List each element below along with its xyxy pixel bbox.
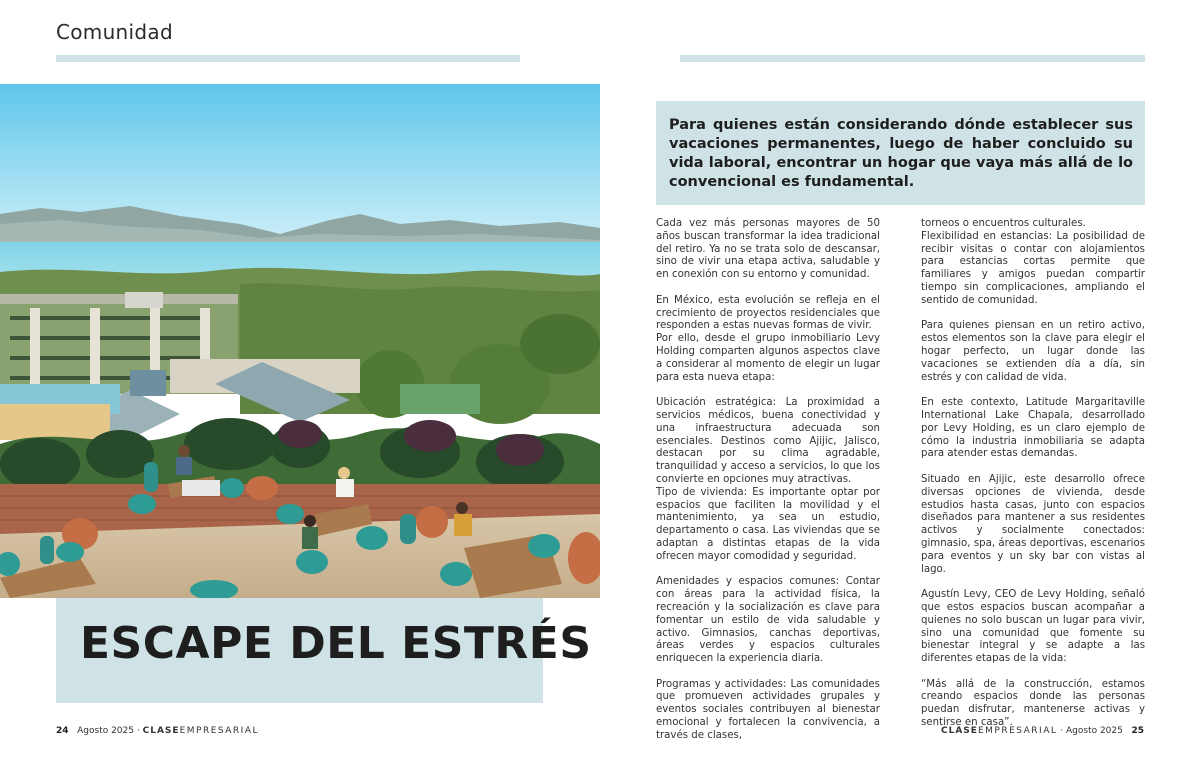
paragraph: Agustín Levy, CEO de Levy Holding, señaló que estos espacios buscan acompañar a quienes no solo buscan un lugar para vivir, sino una comunidad que fomente su bienestar integral y se adapte a las diferentes etapas de la vida: (921, 589, 1145, 665)
section-label: Comunidad (56, 20, 173, 44)
issue-date: Agosto 2025 (1066, 726, 1123, 736)
paragraph: Programas y actividades: Las comunidades que promueven actividades grupales y eventos sociales contribuyen al bienestar emocional y fortalecen la convivencia, a través de clases, (656, 678, 880, 741)
paragraph: Por ello, desde el grupo inmobiliario Levy Holding comparten algunos aspectos clave a considerar al momento de elegir un lugar para esta nueva etapa: (656, 333, 880, 383)
header-rule-left (56, 55, 520, 62)
article-title: ESCAPE DEL ESTRÉS (80, 618, 592, 669)
footer-separator: · (1060, 726, 1064, 736)
paragraph: Ubicación estratégica: La proximidad a servicios médicos, buena conectividad y una infraestructura adecuada son esenciales. Destinos como Ajijic, Jalisco, destacan por su clima agradable, tranquilidad y acceso a servicios, lo que los convierte en opciones muy atractivas. (656, 397, 880, 485)
brand-name-light: EMPRESARIAL (977, 726, 1058, 736)
intro-text: Para quienes están considerando dónde establecer sus vacaciones permanentes, luego de haber concluido su vida laboral, encontrar un hogar que vaya más allá de lo convencional es fundamental. (669, 117, 1133, 190)
paragraph: Flexibilidad en estancias: La posibilidad de recibir visitas o contar con alojamientos para estancias cortas permite que familiares y amigos puedan compartir tiempo sin complicaciones, ampliando el sentido de comunidad. (921, 230, 1145, 306)
header-rule-right (680, 55, 1145, 62)
issue-date: Agosto 2025 (77, 726, 134, 736)
article-photo (0, 84, 600, 598)
paragraph: torneos o encuentros culturales. (921, 218, 1086, 229)
paragraph: En México, esta evolución se refleja en el crecimiento de proyectos residenciales que responden a estas nuevas formas de vivir. (656, 294, 880, 332)
paragraph: En este contexto, Latitude Margaritaville International Lake Chapala, desarrollado por Levy Holding, es un claro ejemplo de cómo la industria inmobiliaria se adapta para atender estas demandas. (921, 397, 1145, 460)
paragraph: Amenidades y espacios comunes: Contar con áreas para la actividad física, la recreación y la socialización es clave para fomentar un estilo de vida saludable y activo. Gimnasios, canchas deportivas, áreas verdes y espacios culturales enriquecen la experiencia diaria. (656, 576, 880, 665)
body-column-one (656, 218, 880, 743)
page-number-right: 25 (1131, 726, 1144, 736)
body-column-two (921, 218, 1145, 730)
footer-separator: · (136, 726, 140, 736)
brand-name-light: EMPRESARIAL (179, 726, 259, 736)
brand-name-bold: CLASE (142, 726, 180, 736)
paragraph: Para quienes piensan en un retiro activo, estos elementos son la clave para elegir el hogar perfecto, un lugar donde las vacaciones se extienden día a día, sin estrés y con calidad de vida. (921, 320, 1145, 383)
intro-box (656, 101, 1145, 205)
article-title-box (56, 598, 592, 703)
quote: “Más allá de la construcción, estamos creando espacios donde las personas puedan disfrutar, mantenerse activas y sentirse en casa”. (921, 678, 1145, 729)
paragraph: Cada vez más personas mayores de 50 años buscan transformar la idea tradicional del retiro. Ya no se trata solo de descansar, sino de vivir una etapa activa, saludable y en conexión con su entorno y comunidad. (656, 218, 880, 281)
brand-name-bold: CLASE (941, 726, 978, 736)
footer-left (56, 726, 259, 736)
paragraph: Situado en Ajijic, este desarrollo ofrece diversas opciones de vivienda, desde estudios hasta casas, junto con espacios diseñados para mantener a sus residentes activos y socialmente conectados: gimnasio, spa, áreas deportivas, escenarios para eventos y un sky bar con vistas al lago. (921, 473, 1145, 575)
footer-right (941, 726, 1144, 736)
page-number-left: 24 (56, 726, 69, 736)
paragraph: Tipo de vivienda: Es importante optar por espacios que faciliten la movilidad y el mantenimiento, ya sea un estudio, departamento o casa. Las viviendas que se adaptan a distintas etapas de la vida ofrecen mayor comodidad y seguridad. (656, 486, 880, 562)
